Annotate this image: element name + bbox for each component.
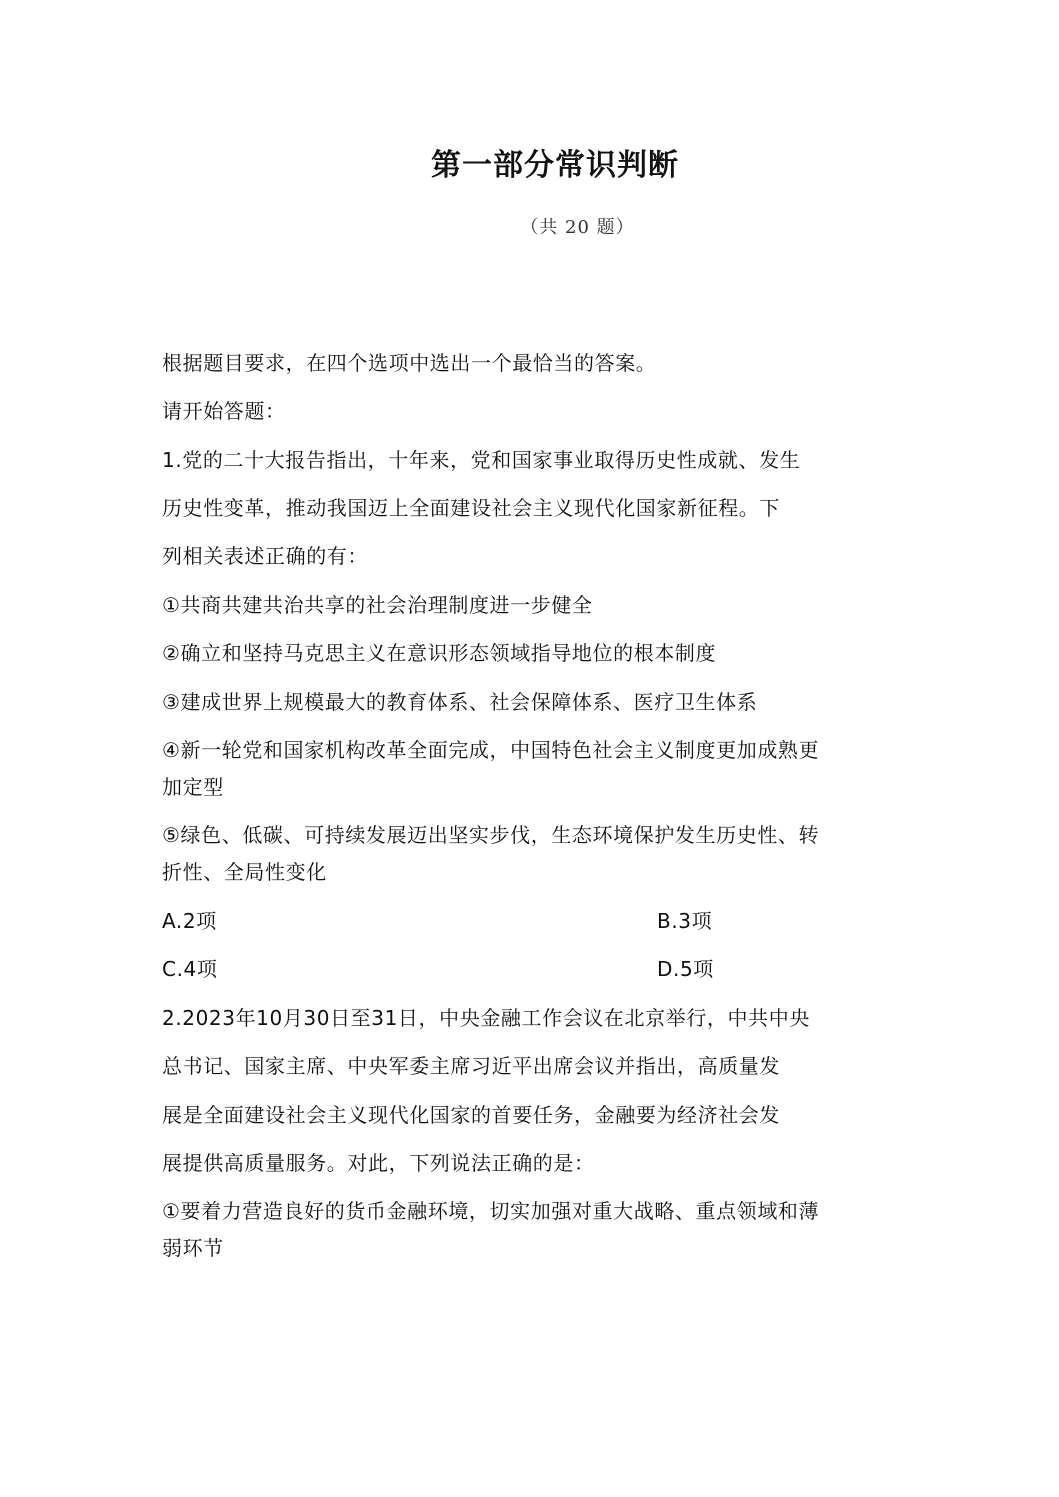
q2-stem-line-2: 总书记、国家主席、中央军委主席习近平出席会议并指出，高质量发 <box>162 1054 780 1078</box>
q1-statement-4-cont: 加定型 <box>162 775 224 799</box>
q2-stem-line-4: 展提供高质量服务。对此，下列说法正确的是： <box>162 1151 595 1175</box>
q1-stem-line-1: 1.党的二十大报告指出，十年来，党和国家事业取得历史性成就、发生 <box>162 448 801 472</box>
q1-statement-1: ①共商共建共治共享的社会治理制度进一步健全 <box>162 593 593 617</box>
q1-statement-2: ②确立和坚持马克思主义在意识形态领域指导地位的根本制度 <box>162 641 717 665</box>
q2-statement-1-cont: 弱环节 <box>162 1236 224 1260</box>
q1-stem-line-3: 列相关表述正确的有： <box>162 544 368 568</box>
start-prompt: 请开始答题： <box>162 399 286 423</box>
q1-stem-line-2: 历史性变革，推动我国迈上全面建设社会主义现代化国家新征程。下 <box>162 496 780 520</box>
q1-option-c[interactable]: C.4项 <box>162 957 218 981</box>
q1-option-a[interactable]: A.2项 <box>162 909 217 933</box>
q2-stem-line-3: 展是全面建设社会主义现代化国家的首要任务，金融要为经济社会发 <box>162 1103 780 1127</box>
question-count: （共 20 题） <box>520 217 635 238</box>
q1-option-d[interactable]: D.5项 <box>657 957 714 981</box>
q1-statement-3: ③建成世界上规模最大的教育体系、社会保障体系、医疗卫生体系 <box>162 690 758 714</box>
q1-statement-4: ④新一轮党和国家机构改革全面完成，中国特色社会主义制度更加成熟更 <box>162 738 820 762</box>
q1-statement-5: ⑤绿色、低碳、可持续发展迈出坚实步伐，生态环境保护发生历史性、转 <box>162 823 820 847</box>
q1-statement-5-cont: 折性、全局性变化 <box>162 860 327 884</box>
q2-statement-1: ①要着力营造良好的货币金融环境，切实加强对重大战略、重点领域和薄 <box>162 1199 820 1223</box>
q1-option-b[interactable]: B.3项 <box>657 909 713 933</box>
q2-stem-line-1: 2.2023年10月30日至31日，中央金融工作会议在北京举行，中共中央 <box>162 1006 810 1030</box>
section-title: 第一部分常识判断 <box>431 148 679 183</box>
instruction-text: 根据题目要求，在四个选项中选出一个最恰当的答案。 <box>162 351 657 375</box>
